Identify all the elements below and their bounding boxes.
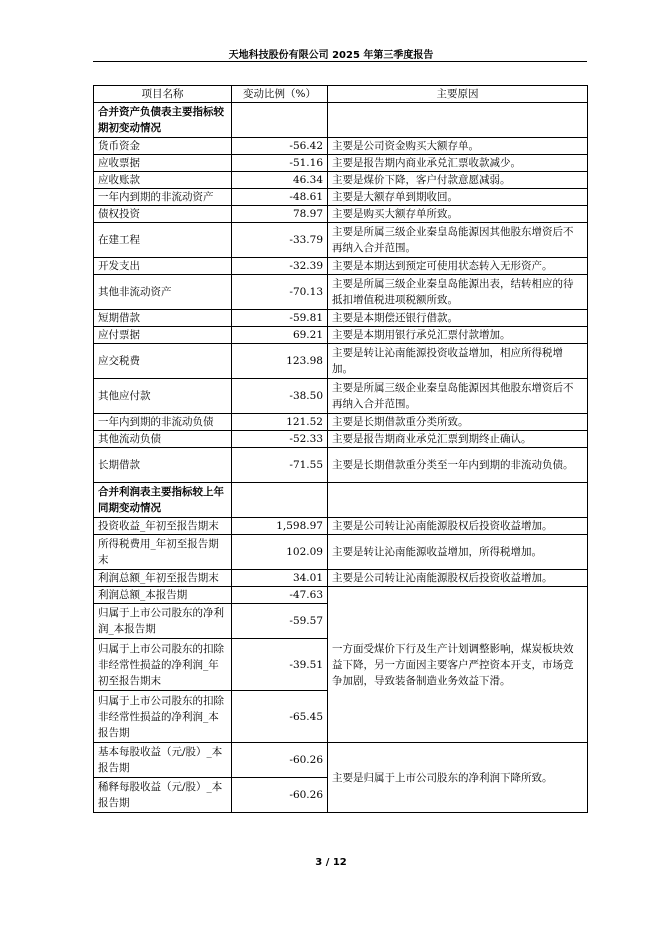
change-ratio: -33.79 <box>232 223 328 258</box>
section-row-balance <box>94 103 588 138</box>
change-ratio-table <box>93 85 588 813</box>
column-header-item-name: 项目名称 <box>94 86 232 103</box>
change-ratio: -51.16 <box>232 155 328 172</box>
merged-reason-2: 主要是归属于上市公司股东的净利润下降所致。 <box>328 743 588 813</box>
table-row <box>94 275 588 310</box>
change-ratio: 1,598.97 <box>232 518 328 535</box>
change-ratio: -60.26 <box>232 743 328 778</box>
table-row <box>94 518 588 535</box>
item-name: 货币资金 <box>94 138 232 155</box>
table-row <box>94 223 588 258</box>
table-row <box>94 206 588 223</box>
main-reason: 主要是长期借款重分类至一年内到期的非流动负债。 <box>328 448 588 483</box>
item-name: 应付票据 <box>94 327 232 344</box>
item-name: 一年内到期的非流动资产 <box>94 189 232 206</box>
item-name: 应交税费 <box>94 344 232 379</box>
table-row <box>94 189 588 206</box>
item-name: 归属于上市公司股东的扣除非经常性损益的净利润_年初至报告期末 <box>94 639 232 691</box>
item-name: 一年内到期的非流动负债 <box>94 414 232 431</box>
column-header-main-reason: 主要原因 <box>328 86 588 103</box>
main-reason: 主要是公司资金购买大额存单。 <box>328 138 588 155</box>
change-ratio: -48.61 <box>232 189 328 206</box>
header-rule <box>93 61 587 62</box>
change-ratio: -47.63 <box>232 587 328 604</box>
item-name: 所得税费用_年初至报告期末 <box>94 535 232 570</box>
item-name: 归属于上市公司股东的净利润_本报告期 <box>94 604 232 639</box>
item-name: 短期借款 <box>94 310 232 327</box>
change-ratio: 102.09 <box>232 535 328 570</box>
item-name: 债权投资 <box>94 206 232 223</box>
table-row <box>94 327 588 344</box>
item-name: 投资收益_年初至报告期末 <box>94 518 232 535</box>
item-name: 利润总额_年初至报告期末 <box>94 570 232 587</box>
change-ratio: 121.52 <box>232 414 328 431</box>
table-row <box>94 379 588 414</box>
item-name: 其他非流动资产 <box>94 275 232 310</box>
main-reason: 主要是煤价下降，客户付款意愿减弱。 <box>328 172 588 189</box>
item-name: 归属于上市公司股东的扣除非经常性损益的净利润_本报告期 <box>94 691 232 743</box>
table-row <box>94 258 588 275</box>
table-row <box>94 570 588 587</box>
main-reason: 主要是大额存单到期收回。 <box>328 189 588 206</box>
column-header-change-ratio: 变动比例（%） <box>232 86 328 103</box>
change-ratio: -39.51 <box>232 639 328 691</box>
page-number: 3 / 12 <box>315 857 347 868</box>
table-row <box>94 414 588 431</box>
change-ratio: -65.45 <box>232 691 328 743</box>
main-reason: 主要是本期偿还银行借款。 <box>328 310 588 327</box>
change-ratio: -32.39 <box>232 258 328 275</box>
table-row <box>94 587 588 604</box>
item-name: 在建工程 <box>94 223 232 258</box>
table-row <box>94 431 588 448</box>
main-reason: 主要是公司转让沁南能源股权后投资收益增加。 <box>328 518 588 535</box>
main-reason: 主要是所属三级企业秦皇岛能源因其他股东增资后不再纳入合并范围。 <box>328 223 588 258</box>
item-name: 其他流动负债 <box>94 431 232 448</box>
change-ratio: 69.21 <box>232 327 328 344</box>
item-name: 稀释每股收益（元/股）_本报告期 <box>94 778 232 813</box>
merged-reason-1: 一方面受煤价下行及生产计划调整影响，煤炭板块效益下降，另一方面因主要客户严控资本开支，市场竞争加剧，导致装备制造业务效益下滑。 <box>328 587 588 743</box>
main-reason: 主要是转让沁南能源投资收益增加，相应所得税增加。 <box>328 344 588 379</box>
change-ratio: -60.26 <box>232 778 328 813</box>
page-header: 天地科技股份有限公司 2025 年第三季度报告 <box>228 50 434 61</box>
table-row <box>94 743 588 778</box>
main-reason: 主要是所属三级企业秦皇岛能源因其他股东增资后不再纳入合并范围。 <box>328 379 588 414</box>
item-name: 利润总额_本报告期 <box>94 587 232 604</box>
section-title-balance: 合并资产负债表主要指标较期初变动情况 <box>94 103 232 138</box>
change-ratio: -38.50 <box>232 379 328 414</box>
main-reason: 主要是购买大额存单所致。 <box>328 206 588 223</box>
item-name: 长期借款 <box>94 448 232 483</box>
table-row <box>94 448 588 483</box>
main-reason: 主要是报告期内商业承兑汇票收款减少。 <box>328 155 588 172</box>
change-ratio: -56.42 <box>232 138 328 155</box>
table-row <box>94 138 588 155</box>
section-row-income <box>94 483 588 518</box>
main-reason: 主要是本期用银行承兑汇票付款增加。 <box>328 327 588 344</box>
section-title-income: 合并利润表主要指标较上年同期变动情况 <box>94 483 232 518</box>
change-ratio: 78.97 <box>232 206 328 223</box>
change-ratio: 123.98 <box>232 344 328 379</box>
change-ratio: -71.55 <box>232 448 328 483</box>
change-ratio: 34.01 <box>232 570 328 587</box>
change-ratio: 46.34 <box>232 172 328 189</box>
table-row <box>94 155 588 172</box>
item-name: 基本每股收益（元/股）_本报告期 <box>94 743 232 778</box>
item-name: 应收票据 <box>94 155 232 172</box>
item-name: 应收账款 <box>94 172 232 189</box>
table-row <box>94 310 588 327</box>
change-ratio: -70.13 <box>232 275 328 310</box>
change-ratio: -59.57 <box>232 604 328 639</box>
main-reason: 主要是长期借款重分类所致。 <box>328 414 588 431</box>
main-reason: 主要是公司转让沁南能源股权后投资收益增加。 <box>328 570 588 587</box>
main-reason: 主要是所属三级企业秦皇岛能源出表，结转相应的待抵扣增值税进项税额所致。 <box>328 275 588 310</box>
item-name: 开发支出 <box>94 258 232 275</box>
change-ratio: -52.33 <box>232 431 328 448</box>
main-reason: 主要是转让沁南能源收益增加，所得税增加。 <box>328 535 588 570</box>
item-name: 其他应付款 <box>94 379 232 414</box>
main-reason: 主要是报告期商业承兑汇票到期终止确认。 <box>328 431 588 448</box>
change-ratio: -59.81 <box>232 310 328 327</box>
table-row <box>94 344 588 379</box>
table-row <box>94 535 588 570</box>
table-row <box>94 172 588 189</box>
main-reason: 主要是本期达到预定可使用状态转入无形资产。 <box>328 258 588 275</box>
